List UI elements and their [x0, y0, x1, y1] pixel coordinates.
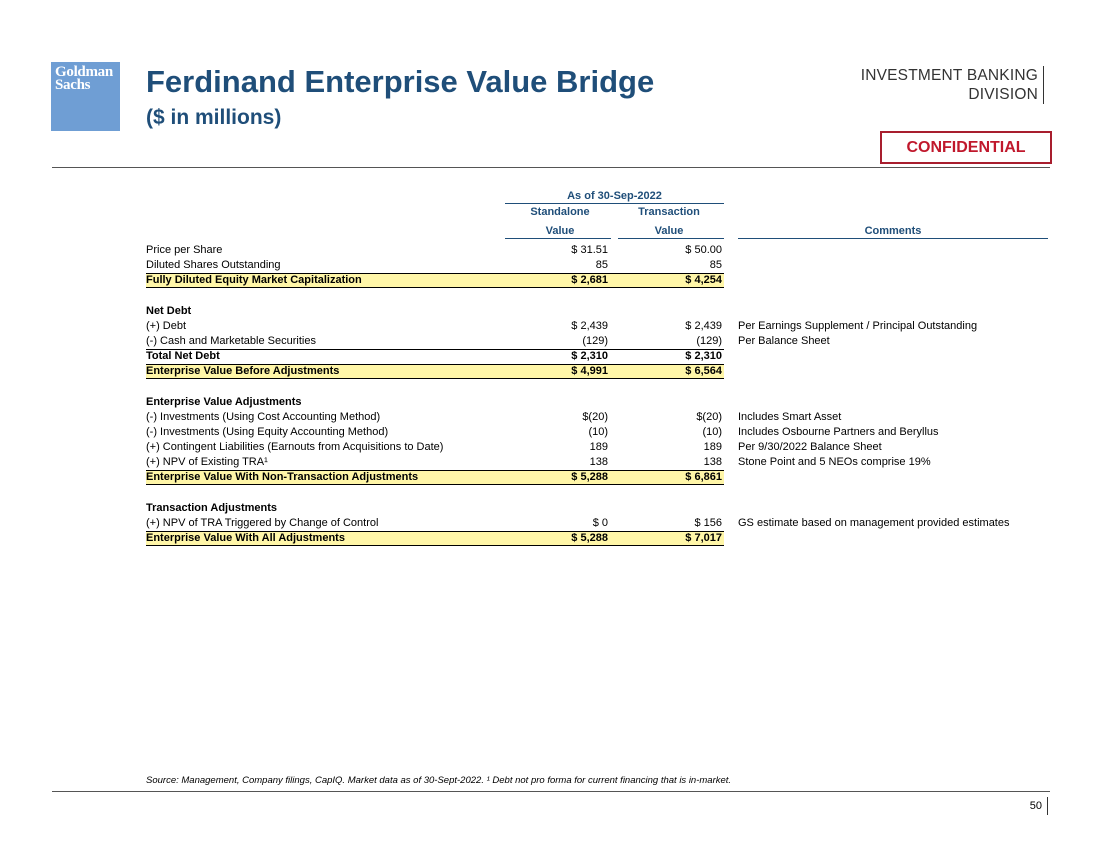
row-comment: Per 9/30/2022 Balance Sheet	[738, 441, 882, 453]
table-row	[146, 319, 1050, 334]
highlighted-total-row	[146, 364, 724, 379]
row-label: (-) Investments (Using Equity Accounting Method)	[146, 426, 389, 438]
section-heading	[146, 304, 1050, 319]
footer-divider	[52, 791, 1050, 792]
standalone-value: 189	[589, 441, 608, 453]
transaction-value: (129)	[696, 335, 722, 347]
ev-bridge-table	[146, 243, 1050, 546]
logo-line-1: Goldman	[55, 64, 113, 80]
comments-header: Comments	[864, 225, 922, 237]
transaction-value: $ 2,439	[685, 320, 722, 332]
standalone-header-2: Value	[545, 225, 575, 237]
standalone-value: 138	[589, 456, 608, 468]
total-row	[146, 349, 724, 364]
row-comment: GS estimate based on management provided estimates	[738, 517, 1010, 529]
standalone-header-1: Standalone	[530, 206, 590, 218]
transaction-value: 138	[703, 456, 722, 468]
row-label: Enterprise Value Adjustments	[146, 396, 302, 408]
page-number: 50	[1030, 797, 1048, 815]
standalone-value: $ 2,439	[571, 320, 608, 332]
standalone-value: $ 2,681	[571, 274, 608, 286]
transaction-value: $ 2,310	[685, 350, 722, 362]
header-divider	[52, 167, 1050, 168]
row-label: Price per Share	[146, 244, 223, 256]
standalone-value: $ 31.51	[571, 244, 608, 256]
table-row	[146, 440, 1050, 455]
standalone-value: $ 5,288	[571, 471, 608, 483]
logo-line-2: Sachs	[55, 77, 91, 93]
row-label: Enterprise Value With All Adjustments	[146, 532, 345, 544]
goldman-sachs-logo	[51, 62, 120, 131]
table-row	[146, 410, 1050, 425]
confidential-badge: CONFIDENTIAL	[880, 131, 1052, 164]
standalone-value: $ 4,991	[571, 365, 608, 377]
transaction-header-1: Transaction	[638, 206, 700, 218]
division-label	[861, 66, 1044, 104]
transaction-value: $(20)	[696, 411, 722, 423]
row-label: (+) NPV of Existing TRA¹	[146, 456, 268, 468]
row-label: (+) Debt	[146, 320, 187, 332]
row-label: (-) Cash and Marketable Securities	[146, 335, 316, 347]
transaction-header-2: Value	[654, 225, 684, 237]
row-label: Diluted Shares Outstanding	[146, 259, 281, 271]
division-line-2: DIVISION	[968, 86, 1038, 103]
transaction-value: $ 6,564	[685, 365, 722, 377]
row-label: (+) NPV of TRA Triggered by Change of Control	[146, 517, 379, 529]
row-label: Enterprise Value With Non-Transaction Adjustments	[146, 471, 419, 483]
transaction-value: 189	[703, 441, 722, 453]
table-row	[146, 258, 1050, 273]
transaction-value: (10)	[702, 426, 722, 438]
table-row	[146, 425, 1050, 440]
row-label: (-) Investments (Using Cost Accounting Method)	[146, 411, 381, 423]
row-label: (+) Contingent Liabilities (Earnouts from Acquisitions to Date)	[146, 441, 444, 453]
standalone-value: $ 5,288	[571, 532, 608, 544]
row-spacer	[146, 379, 1050, 395]
table-row	[146, 243, 1050, 258]
standalone-value: $(20)	[582, 411, 608, 423]
as-of-header: As of 30-Sep-2022	[567, 190, 662, 202]
standalone-value: $ 0	[592, 517, 608, 529]
row-comment: Stone Point and 5 NEOs comprise 19%	[738, 456, 931, 468]
page-title: Ferdinand Enterprise Value Bridge	[146, 64, 655, 99]
table-row	[146, 516, 1050, 531]
as-of-underline	[505, 203, 724, 204]
row-comment: Includes Smart Asset	[738, 411, 842, 423]
standalone-value: 85	[595, 259, 608, 271]
highlighted-total-row	[146, 531, 724, 546]
row-label: Fully Diluted Equity Market Capitalization	[146, 274, 362, 286]
transaction-value: $ 156	[694, 517, 722, 529]
page-subtitle: ($ in millions)	[146, 106, 282, 129]
row-spacer	[146, 485, 1050, 501]
table-row	[146, 334, 1050, 349]
row-comment: Per Balance Sheet	[738, 335, 830, 347]
section-heading	[146, 395, 1050, 410]
row-comment: Includes Osbourne Partners and Beryllus	[738, 426, 939, 438]
row-label: Transaction Adjustments	[146, 502, 278, 514]
source-footnote: Source: Management, Company filings, CapIQ. Market data as of 30-Sept-2022. ¹ Debt not pro forma for current financing that is in-market.	[146, 775, 732, 786]
transaction-value: 85	[709, 259, 722, 271]
comments-underline	[738, 238, 1048, 239]
row-label: Enterprise Value Before Adjustments	[146, 365, 340, 377]
transaction-underline	[618, 238, 724, 239]
section-heading	[146, 501, 1050, 516]
transaction-value: $ 50.00	[685, 244, 722, 256]
division-line-1: INVESTMENT BANKING	[860, 67, 1038, 84]
table-row	[146, 455, 1050, 470]
row-comment: Per Earnings Supplement / Principal Outstanding	[738, 320, 978, 332]
row-spacer	[146, 288, 1050, 304]
transaction-value: $ 6,861	[685, 471, 722, 483]
row-label: Net Debt	[146, 305, 192, 317]
standalone-value: $ 2,310	[571, 350, 608, 362]
transaction-value: $ 4,254	[685, 274, 722, 286]
highlighted-total-row	[146, 470, 724, 485]
transaction-value: $ 7,017	[685, 532, 722, 544]
row-label: Total Net Debt	[146, 350, 220, 362]
standalone-value: (129)	[582, 335, 608, 347]
highlighted-total-row	[146, 273, 724, 288]
standalone-underline	[505, 238, 611, 239]
standalone-value: (10)	[588, 426, 608, 438]
